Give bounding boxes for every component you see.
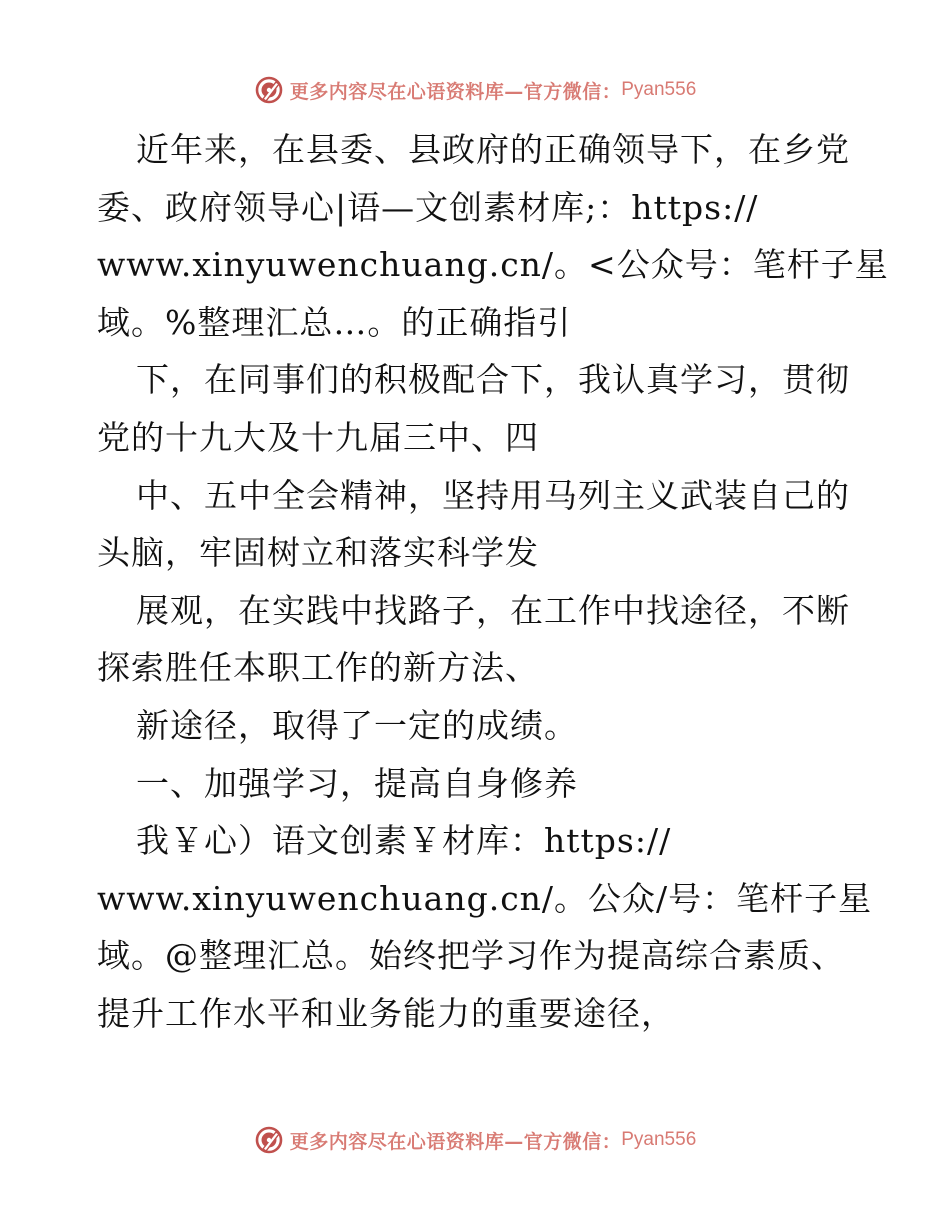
pen-circle-icon [254,1125,284,1155]
text-line: 下，在同事们的积极配合下，我认真学习，贯彻 [136,360,850,400]
banner-text: 更多内容尽在心语资料库—官方微信： [289,80,622,103]
banner-wechat-id: Pyan556 [621,79,697,100]
text-line: www.xinyuwenchuang.cn/。公众/号：笔杆子星 [97,878,873,918]
text-line: 域。%整理汇总…。的正确指引 [97,302,572,342]
header-banner [0,70,950,110]
banner-text: 更多内容尽在心语资料库—官方微信： [289,1130,622,1153]
text-line: 我￥心）语文创素￥材库：https:// [136,821,672,861]
footer-banner [0,1120,950,1160]
pen-circle-icon [254,75,284,105]
text-line: 近年来，在县委、县政府的正确领导下，在乡党 [136,130,850,169]
document-body [97,121,897,1043]
banner-wechat-id: Pyan556 [621,1129,697,1150]
section-heading: 一、加强学习，提高自身修养 [136,763,578,803]
text-line: 探索胜任本职工作的新方法、 [97,648,539,688]
text-line: 域。@整理汇总。始终把学习作为提高综合素质、 [97,936,845,976]
text-line: 中、五中全会精神，坚持用马列主义武装自己的 [136,475,850,515]
text-line: 展观，在实践中找路子，在工作中找途径，不断 [136,590,850,630]
text-line: 提升工作水平和业务能力的重要途径， [97,993,675,1033]
text-line: 委、政府领导心|语—文创素材库;：https:// [97,187,759,227]
text-line: 党的十九大及十九届三中、四 [97,417,539,457]
text-line: 新途径，取得了一定的成绩。 [136,705,578,745]
text-line: 头脑，牢固树立和落实科学发 [97,533,539,573]
text-line: www.xinyuwenchuang.cn/。<公众号：笔杆子星 [97,245,889,285]
